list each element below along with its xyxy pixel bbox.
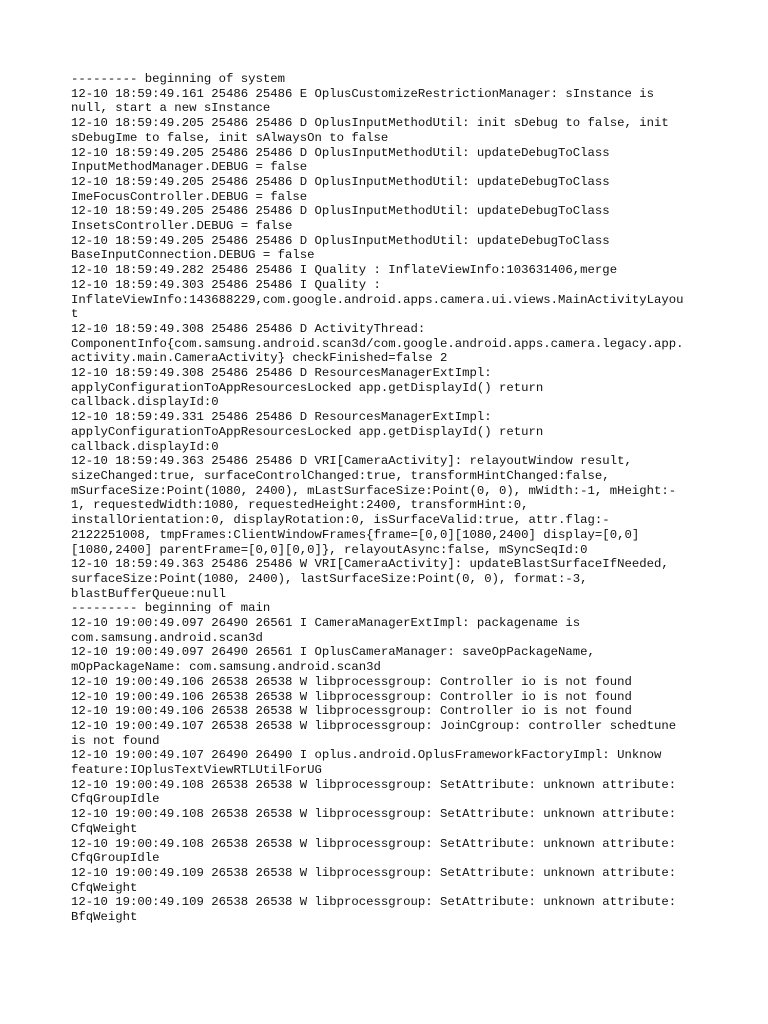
log-line: callback.displayId:0	[71, 395, 219, 410]
log-line: 12-10 19:00:49.107 26538 26538 W libprocessgroup: JoinCgroup: controller schedtune	[71, 718, 677, 733]
log-line: 12-10 18:59:49.363 25486 25486 D VRI[CameraActivity]: relayoutWindow result,	[71, 454, 632, 469]
log-line: activity.main.CameraActivity} checkFinished=false 2	[71, 351, 448, 366]
log-line: sizeChanged:true, surfaceControlChanged:true, transformHintChanged:false,	[71, 468, 610, 483]
log-line: BaseInputConnection.DEBUG = false	[71, 248, 315, 263]
log-line: applyConfigurationToAppResourcesLocked app.getDisplayId() return	[71, 380, 544, 395]
log-line: com.samsung.android.scan3d	[71, 630, 263, 645]
log-line: 12-10 18:59:49.161 25486 25486 E OplusCustomizeRestrictionManager: sInstance is	[71, 86, 654, 101]
log-line: 12-10 19:00:49.106 26538 26538 W libprocessgroup: Controller io is not found	[71, 689, 632, 704]
log-line: ImeFocusController.DEBUG = false	[71, 189, 308, 204]
log-line: 12-10 18:59:49.331 25486 25486 D ResourcesManagerExtImpl:	[71, 410, 492, 425]
log-line: mOpPackageName: com.samsung.android.scan3d	[71, 660, 381, 675]
log-line: 12-10 19:00:49.108 26538 26538 W libprocessgroup: SetAttribute: unknown attribute:	[71, 836, 677, 851]
log-line: BfqWeight	[71, 910, 138, 925]
log-line: 12-10 19:00:49.106 26538 26538 W libprocessgroup: Controller io is not found	[71, 704, 632, 719]
log-line: InflateViewInfo:143688229,com.google.android.apps.camera.ui.views.MainActivityLayou	[71, 292, 684, 307]
log-line: 12-10 19:00:49.108 26538 26538 W libprocessgroup: SetAttribute: unknown attribute:	[71, 777, 677, 792]
log-line: InputMethodManager.DEBUG = false	[71, 160, 308, 175]
log-line: 12-10 18:59:49.308 25486 25486 D ActivityThread:	[71, 321, 426, 336]
log-line: ComponentInfo{com.samsung.android.scan3d/com.google.android.apps.camera.legacy.app.	[71, 336, 684, 351]
log-line: --------- beginning of system	[71, 72, 286, 86]
log-line: CfqWeight	[71, 880, 138, 895]
log-line: mSurfaceSize:Point(1080, 2400), mLastSurfaceSize:Point(0, 0), mWidth:-1, mHeight:-	[71, 483, 677, 498]
log-line: --------- beginning of main	[71, 601, 271, 616]
log-line: feature:IOplusTextViewRTLUtilForUG	[71, 763, 322, 778]
log-line: 12-10 19:00:49.097 26490 26561 I OplusCameraManager: saveOpPackageName,	[71, 645, 595, 660]
log-line: 12-10 19:00:49.108 26538 26538 W libprocessgroup: SetAttribute: unknown attribute:	[71, 807, 677, 822]
log-line: installOrientation:0, displayRotation:0, isSurfaceValid:true, attr.flag:-	[71, 513, 610, 528]
log-line: sDebugIme to false, init sAlwaysOn to false	[71, 130, 389, 145]
log-line: 12-10 18:59:49.205 25486 25486 D OplusInputMethodUtil: init sDebug to false, init	[71, 116, 669, 131]
log-line: 12-10 18:59:49.205 25486 25486 D OplusInputMethodUtil: updateDebugToClass	[71, 204, 610, 219]
log-line: CfqGroupIdle	[71, 851, 160, 866]
log-line: 12-10 18:59:49.205 25486 25486 D OplusInputMethodUtil: updateDebugToClass	[71, 145, 610, 160]
log-line: is not found	[71, 733, 160, 748]
log-line: 12-10 19:00:49.097 26490 26561 I CameraManagerExtImpl: packagename is	[71, 616, 581, 631]
log-line: applyConfigurationToAppResourcesLocked app.getDisplayId() return	[71, 424, 544, 439]
log-line: 12-10 18:59:49.205 25486 25486 D OplusInputMethodUtil: updateDebugToClass	[71, 174, 610, 189]
log-line: blastBufferQueue:null	[71, 586, 226, 601]
log-line: CfqGroupIdle	[71, 792, 160, 807]
log-line: 12-10 18:59:49.303 25486 25486 I Quality :	[71, 277, 381, 292]
log-line: surfaceSize:Point(1080, 2400), lastSurfaceSize:Point(0, 0), format:-3,	[71, 571, 588, 586]
log-line: 12-10 18:59:49.363 25486 25486 W VRI[CameraActivity]: updateBlastSurfaceIfNeeded,	[71, 557, 669, 572]
log-line: InsetsController.DEBUG = false	[71, 219, 293, 234]
log-line: 12-10 18:59:49.282 25486 25486 I Quality : InflateViewInfo:103631406,merge	[71, 263, 618, 278]
log-line: t	[71, 307, 79, 322]
log-line: 1, requestedWidth:1080, requestedHeight:2400, transformHint:0,	[71, 498, 529, 513]
log-line: 12-10 18:59:49.308 25486 25486 D ResourcesManagerExtImpl:	[71, 366, 492, 381]
log-line: 12-10 19:00:49.109 26538 26538 W libprocessgroup: SetAttribute: unknown attribute:	[71, 865, 677, 880]
log-line: 12-10 19:00:49.109 26538 26538 W libprocessgroup: SetAttribute: unknown attribute:	[71, 895, 677, 910]
log-line: [1080,2400] parentFrame=[0,0][0,0]}, relayoutAsync:false, mSyncSeqId:0	[71, 542, 588, 557]
log-text-block	[71, 72, 701, 925]
log-line: callback.displayId:0	[71, 439, 219, 454]
log-line: CfqWeight	[71, 821, 138, 836]
log-line: 12-10 19:00:49.107 26490 26490 I oplus.android.OplusFrameworkFactoryImpl: Unknow	[71, 748, 662, 763]
log-line: 2122251008, tmpFrames:ClientWindowFrames{frame=[0,0][1080,2400] display=[0,0]	[71, 527, 640, 542]
log-line: 12-10 19:00:49.106 26538 26538 W libprocessgroup: Controller io is not found	[71, 674, 632, 689]
log-line: null, start a new sInstance	[71, 101, 271, 116]
log-line: 12-10 18:59:49.205 25486 25486 D OplusInputMethodUtil: updateDebugToClass	[71, 233, 610, 248]
